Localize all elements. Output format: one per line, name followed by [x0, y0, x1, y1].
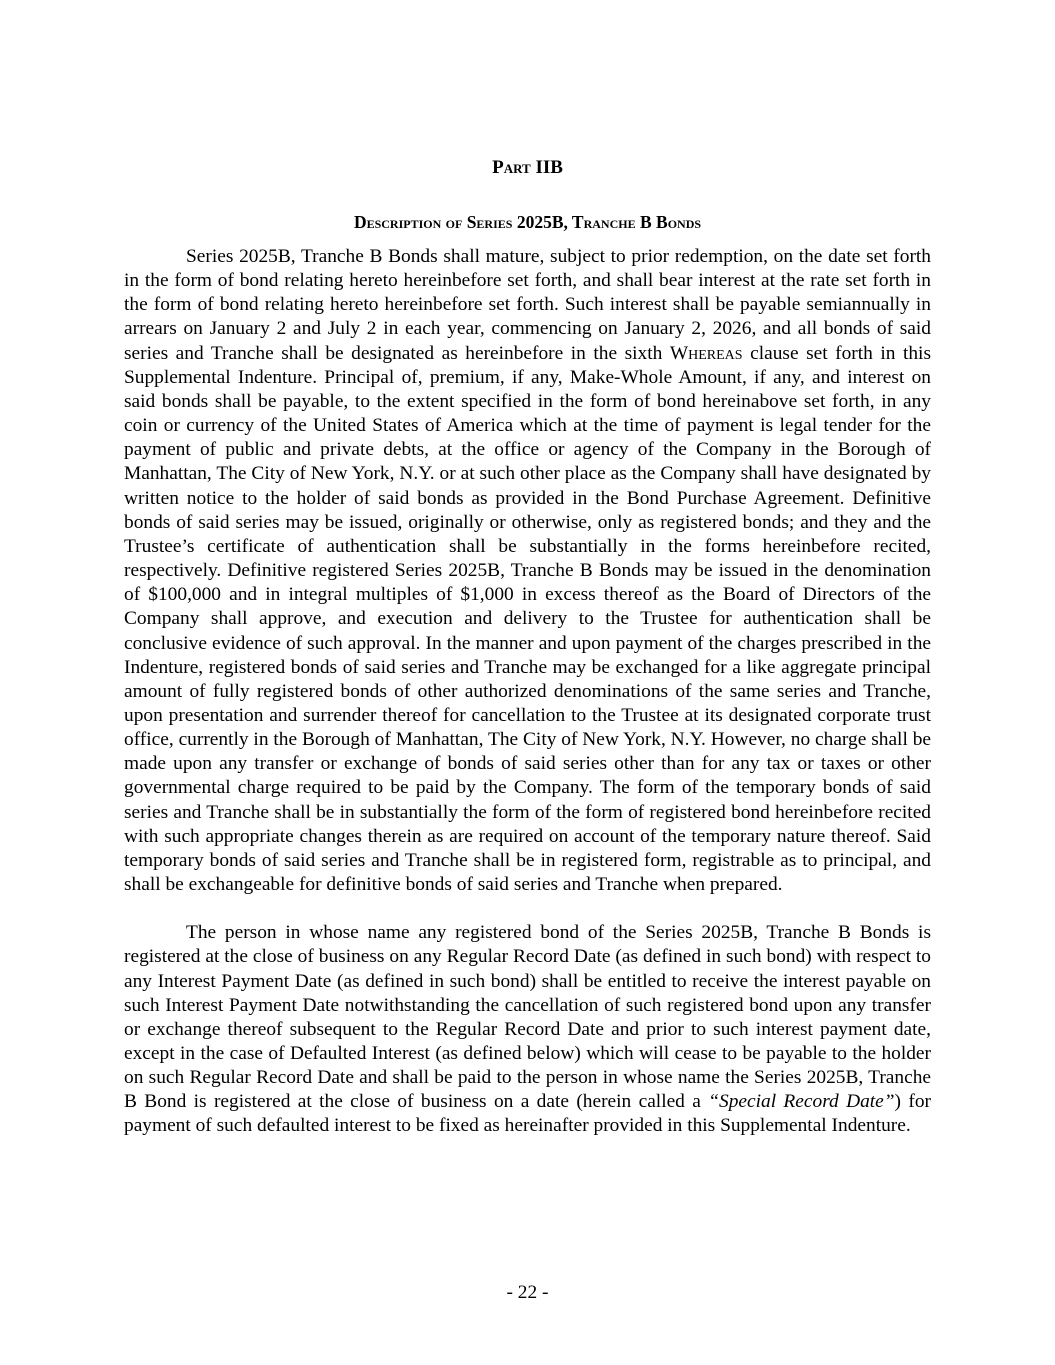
- paragraph1-text-after: clause set forth in this Supplemental Indenture. Principal of, premium, if any, Make-Whole Amount, if any, and interest on said bonds shall be payable, to the extent specified in the form of bond hereinabove set forth, in any coin or currency of the United States of America which at the time of payment is legal tender for the payment of public and private debts, at the office or agency of the Company in the Borough of Manhattan, The City of New York, N.Y. or at such other place as the Company shall have designated by written notice to the holder of said bonds as provided in the Bond Purchase Agreement. Definitive bonds of said series may be issued, originally or otherwise, only as registered bonds; and they and the Trustee’s certificate of authentication shall be substantially in the forms hereinbefore recited, respectively. Definitive registered Series 2025B, Tranche B Bonds may be issued in the denomination of $100,000 and in integral multiples of $1,000 in excess thereof as the Board of Directors of the Company shall approve, and execution and delivery to the Trustee for authentication shall be conclusive evidence of such approval. In the manner and upon payment of the charges prescribed in the Indenture, registered bonds of said series and Tranche may be exchanged for a like aggregate principal amount of fully registered bonds of other authorized denominations of the same series and Tranche, upon presentation and surrender thereof for cancellation to the Trustee at its designated corporate trust office, currently in the Borough of Manhattan, The City of New York, N.Y. However, no charge shall be made upon any transfer or exchange of bonds of said series other than for any tax or taxes or other governmental charge required to be paid by the Company. The form of the temporary bonds of said series and Tranche shall be in substantially the form of the form of registered bond hereinbefore recited with such appropriate changes therein as are required on account of the temporary nature thereof. Said temporary bonds of said series and Tranche shall be in registered form, registrable as to principal, and shall be exchangeable for definitive bonds of said series and Tranche when prepared.: [124, 342, 931, 896]
- paragraph2-text-before: The person in whose name any registered bond of the Series 2025B, Tranche B Bonds is registered at the close of business on any Regular Record Date (as defined in such bond) with respect to any Interest Payment Date (as defined in such bond) shall be entitled to receive the interest payable on such Interest Payment Date notwithstanding the cancellation of such registered bond upon any transfer or exchange thereof subsequent to the Regular Record Date and prior to such interest payment date, except in the case of Defaulted Interest (as defined below) which will cease to be payable to the holder on such Regular Record Date and shall be paid to the person in whose name the Series 2025B, Tranche B Bond is registered at the close of business on a date (herein called a: [124, 922, 931, 1113]
- paragraph1-text-before: Series 2025B, Tranche B Bonds shall mature, subject to prior redemption, on the date set forth in the form of bond relating hereto hereinbefore set forth, and shall bear interest at the rate set forth in the form of bond relating hereto hereinbefore set forth. Such interest shall be payable semiannually in arrears on January 2 and July 2 in each year, commencing on January 2, 2026, and all bonds of said series and Tranche shall be designated as hereinbefore in the sixth: [124, 246, 931, 364]
- part-title: Part IIB: [492, 157, 563, 178]
- paragraph-record-date: [124, 921, 931, 1138]
- document-body: [124, 155, 931, 1139]
- whereas-term: Whereas: [669, 342, 743, 364]
- paragraph-maturity-and-payment: [124, 245, 931, 897]
- page-number: - 22 -: [506, 1282, 549, 1303]
- special-record-date-term: “Special Record Date”: [708, 1091, 895, 1113]
- paragraph2-text-after: ) for payment of such defaulted interest to be fixed as hereinafter provided in this Supplemental Indenture.: [124, 1091, 931, 1137]
- section-title: Description of Series 2025B, Tranche B Bonds: [353, 212, 702, 232]
